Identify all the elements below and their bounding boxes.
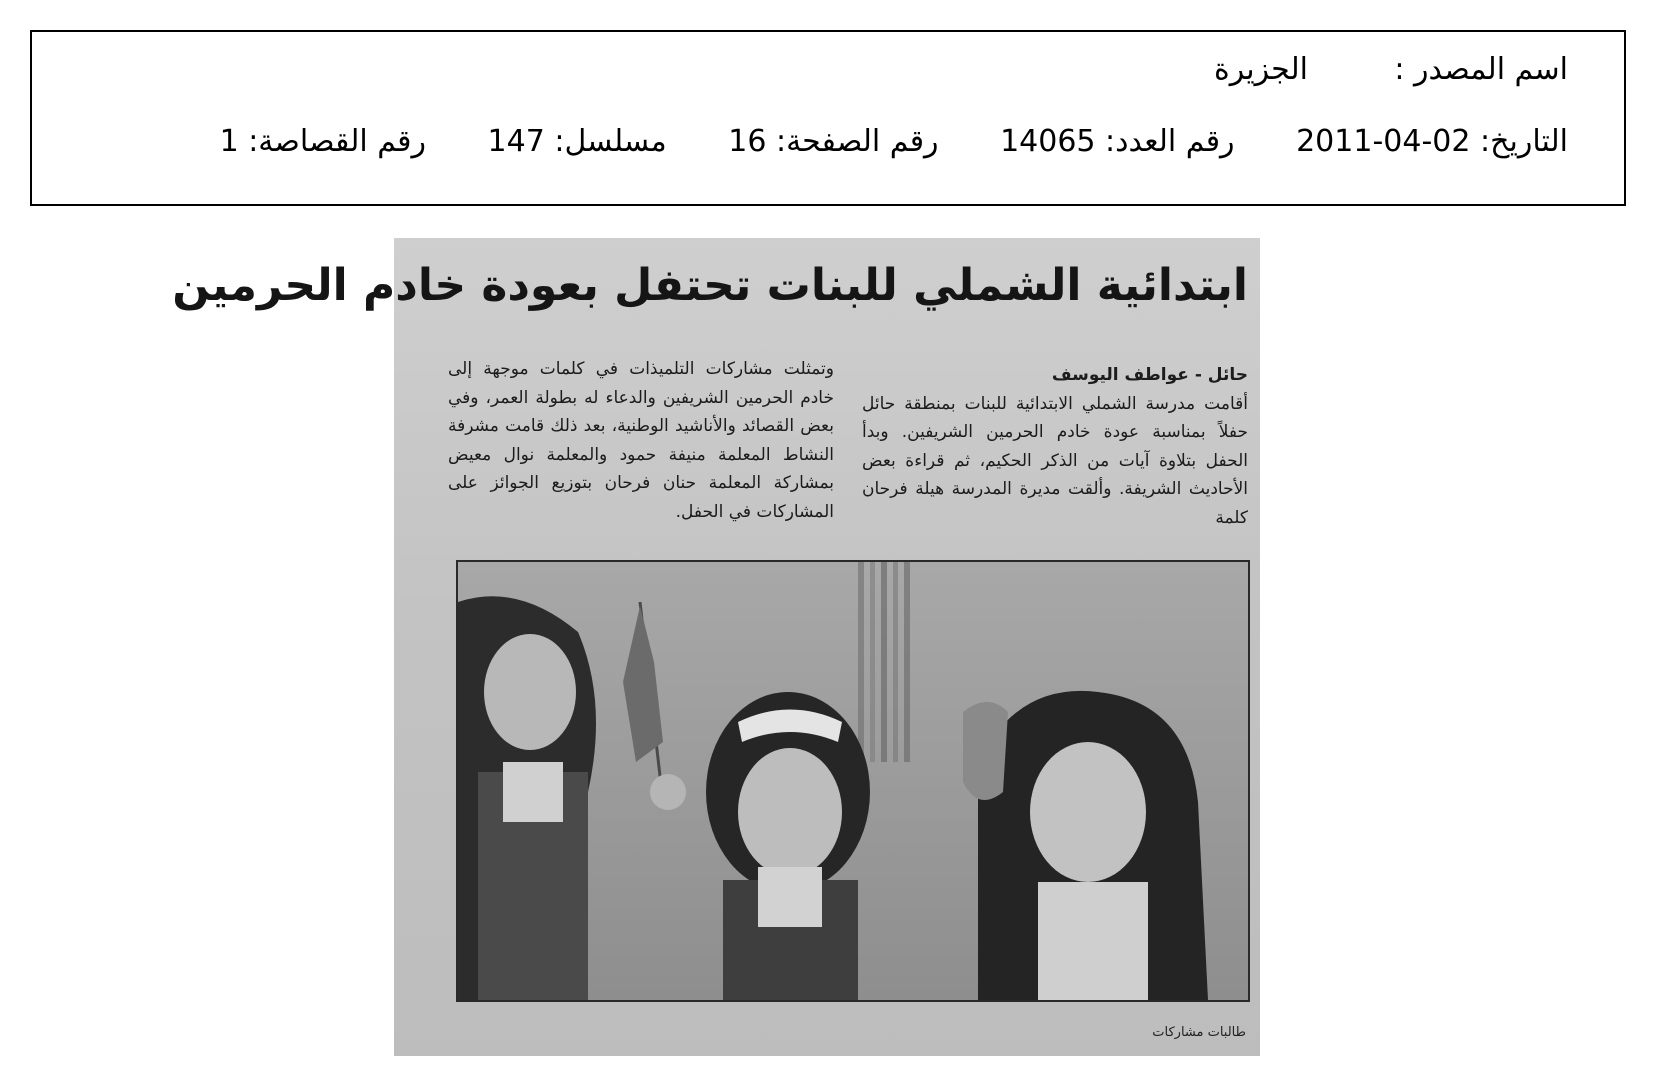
girl-right: [963, 691, 1208, 1000]
details-row: [220, 124, 1568, 159]
date-field: التاريخ: 02-04-2011: [1296, 124, 1568, 159]
article-photo: [456, 560, 1250, 1002]
photo-caption: طالبات مشاركات: [1152, 1025, 1246, 1040]
article-byline: حائل - عواطف اليوسف: [1051, 365, 1248, 385]
source-row: [1214, 52, 1568, 87]
article-body-left: وتمثلت مشاركات التلميذات في كلمات موجهة إلى خادم الحرمين الشريفين والدعاء له بطولة العمر، وفي بعض القصائد والأناشيد الوطنية، بعد ذلك قامت مشرفة النشاط المعلمة منيفة حمود والمعلمة نوال معيض بمشاركة المعلمة حنان فرحان بتوزيع الجوائز على المشاركات في الحفل.: [448, 359, 834, 522]
article-column-left: [448, 355, 834, 526]
source-label: اسم المصدر :: [1394, 52, 1568, 87]
article-column-right: [862, 361, 1248, 532]
source-value: الجزيرة: [1213, 52, 1308, 87]
serial-field: مسلسل: 147: [487, 124, 667, 159]
page-number-field: رقم الصفحة: 16: [728, 124, 939, 159]
article-body-right: أقامت مدرسة الشملي الابتدائية للبنات بمنطقة حائل حفلاً بمناسبة عودة خادم الحرمين الشريفين. وبدأ الحفل بتلاوة آيات من الذكر الحكيم، ثم قراءة بعض الأحاديث الشريفة. وألقت مديرة المدرسة هيلة فرحان كلمة: [862, 393, 1248, 528]
clipping-number-field: رقم القصاصة: 1: [219, 124, 426, 159]
issue-number-field: رقم العدد: 14065: [1000, 124, 1235, 159]
photo-illustration: [458, 562, 1248, 1000]
article-headline: ابتدائية الشملي للبنات تحتفل بعودة خادم الحرمين: [172, 260, 1248, 311]
source-metadata-box: [30, 30, 1626, 206]
girl-left: [458, 596, 596, 1000]
newspaper-clipping: [172, 238, 1260, 1056]
